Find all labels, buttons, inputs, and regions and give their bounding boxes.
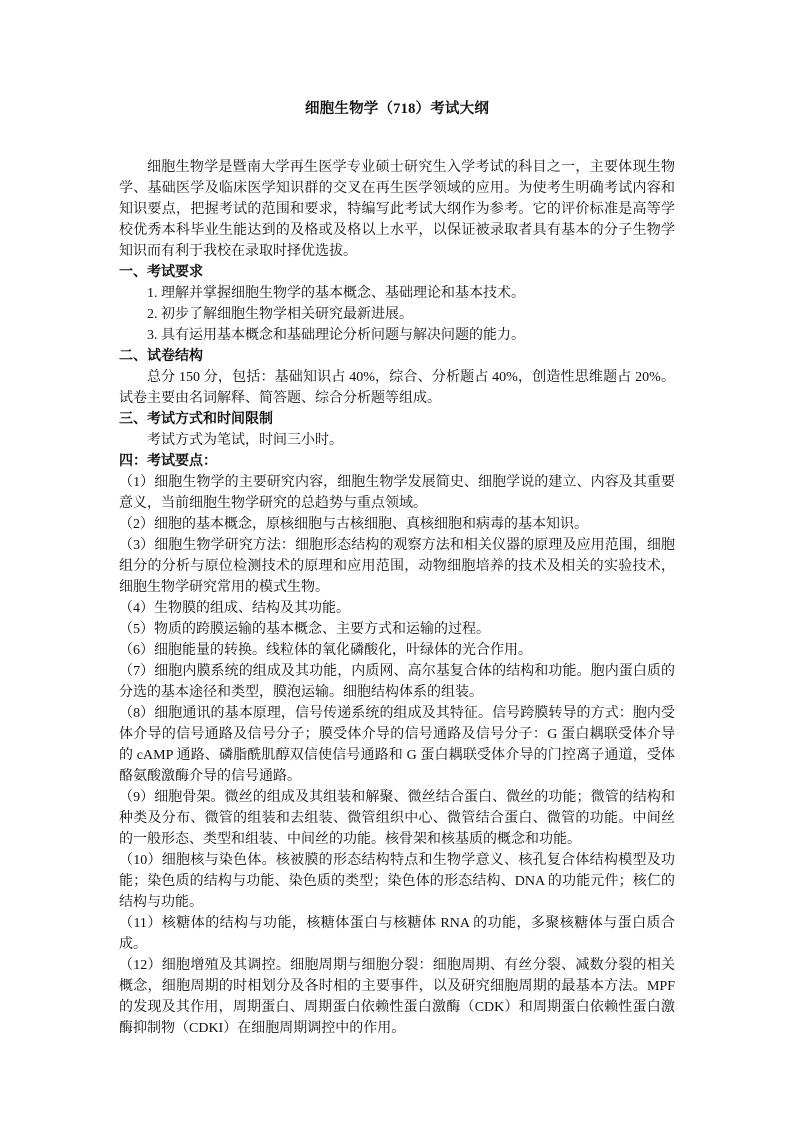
document-body <box>119 157 675 1039</box>
key-point: （11）核糖体的结构与功能，核糖体蛋白与核糖体 RNA 的功能，多聚核糖体与蛋白质合成。 <box>119 916 675 952</box>
list-item: 3. 具有运用基本概念和基础理论分析问题与解决问题的能力。 <box>147 328 525 343</box>
section-text: 总分 150 分，包括：基础知识占 40%，综合、分析题占 40%，创造性思维题占 20%。试卷主要由名词解释、简答题、综合分析题等组成。 <box>119 370 675 406</box>
key-point: （10）细胞核与染色体。核被膜的形态结构特点和生物学意义、核孔复合体结构模型及功能；染色质的结构与功能、染色质的类型；染色体的形态结构、DNA 的功能元件；核仁的结构与功能。 <box>119 853 675 910</box>
section-key-points <box>119 451 675 1039</box>
key-point: （4）生物膜的组成、结构及其功能。 <box>119 601 350 616</box>
section-exam-format <box>119 409 675 451</box>
key-point: （1）细胞生物学的主要研究内容，细胞生物学发展简史、细胞学说的建立、内容及其重要意义，当前细胞生物学研究的总趋势与重点领域。 <box>119 475 675 511</box>
section-text: 考试方式为笔试，时间三小时。 <box>147 433 343 448</box>
section-heading: 三、考试方式和时间限制 <box>119 412 273 427</box>
section-heading: 四：考试要点： <box>119 454 217 469</box>
key-point: （3）细胞生物学研究方法：细胞形态结构的观察方法和相关仪器的原理及应用范围，细胞组分的分析与原位检测技术的原理和应用范围，动物细胞培养的技术及相关的实验技术，细胞生物学研究常用的模式生物。 <box>119 538 675 595</box>
key-point: （9）细胞骨架。微丝的组成及其组装和解聚、微丝结合蛋白、微丝的功能；微管的结构和种类及分布、微管的组装和去组装、微管组织中心、微管结合蛋白、微管的功能。中间丝的一般形态、类型和组装、中间丝的功能。核骨架和核基质的概念和功能。 <box>119 790 675 847</box>
section-heading: 一、考试要求 <box>119 265 203 280</box>
key-point: （8）细胞通讯的基本原理，信号传递系统的组成及其特征。信号跨膜转导的方式：胞内受体介导的信号通路及信号分子；膜受体介导的信号通路及信号分子：G 蛋白耦联受体介导的 cAMP 通路、磷脂酰肌醇双信使信号通路和 G 蛋白耦联受体介导的门控离子通道，受体酪氨酸激酶介导的信号通路。 <box>119 706 675 784</box>
intro-paragraph: 细胞生物学是暨南大学再生医学专业硕士研究生入学考试的科目之一，主要体现生物学、基础医学及临床医学知识群的交叉在再生医学领域的应用。为使考生明确考试内容和知识要点，把握考试的范围和要求，特编写此考试大纲作为参考。它的评价标准是高等学校优秀本科毕业生能达到的及格或及格以上水平，以保证被录取者具有基本的分子生物学知识而有利于我校在录取时择优选拔。 <box>119 160 675 259</box>
list-item: 2. 初步了解细胞生物学相关研究最新进展。 <box>147 307 413 322</box>
key-point: （12）细胞增殖及其调控。细胞周期与细胞分裂：细胞周期、有丝分裂、减数分裂的相关概念，细胞周期的时相划分及各时相的主要事件，以及研究细胞周期的最基本方法。MPF 的发现及其作用，周期蛋白、周期蛋白依赖性蛋白激酶（CDK）和周期蛋白依赖性蛋白激酶抑制物（CDKI）在细胞周期调控中的作用。 <box>119 958 675 1036</box>
key-point: （6）细胞能量的转换。线粒体的氧化磷酸化，叶绿体的光合作用。 <box>119 643 532 658</box>
section-exam-requirements <box>119 262 675 346</box>
section-paper-structure <box>119 346 675 409</box>
document-title: 细胞生物学（718）考试大纲 <box>304 101 490 117</box>
key-point: （5）物质的跨膜运输的基本概念、主要方式和运输的过程。 <box>119 622 490 637</box>
list-item: 1. 理解并掌握细胞生物学的基本概念、基础理论和基本技术。 <box>147 286 525 301</box>
key-point: （2）细胞的基本概念，原核细胞与古核细胞、真核细胞和病毒的基本知识。 <box>119 517 588 532</box>
section-heading: 二、试卷结构 <box>119 349 203 364</box>
key-point: （7）细胞内膜系统的组成及其功能，内质网、高尔基复合体的结构和功能。胞内蛋白质的分选的基本途径和类型，膜泡运输。细胞结构体系的组装。 <box>119 664 675 700</box>
